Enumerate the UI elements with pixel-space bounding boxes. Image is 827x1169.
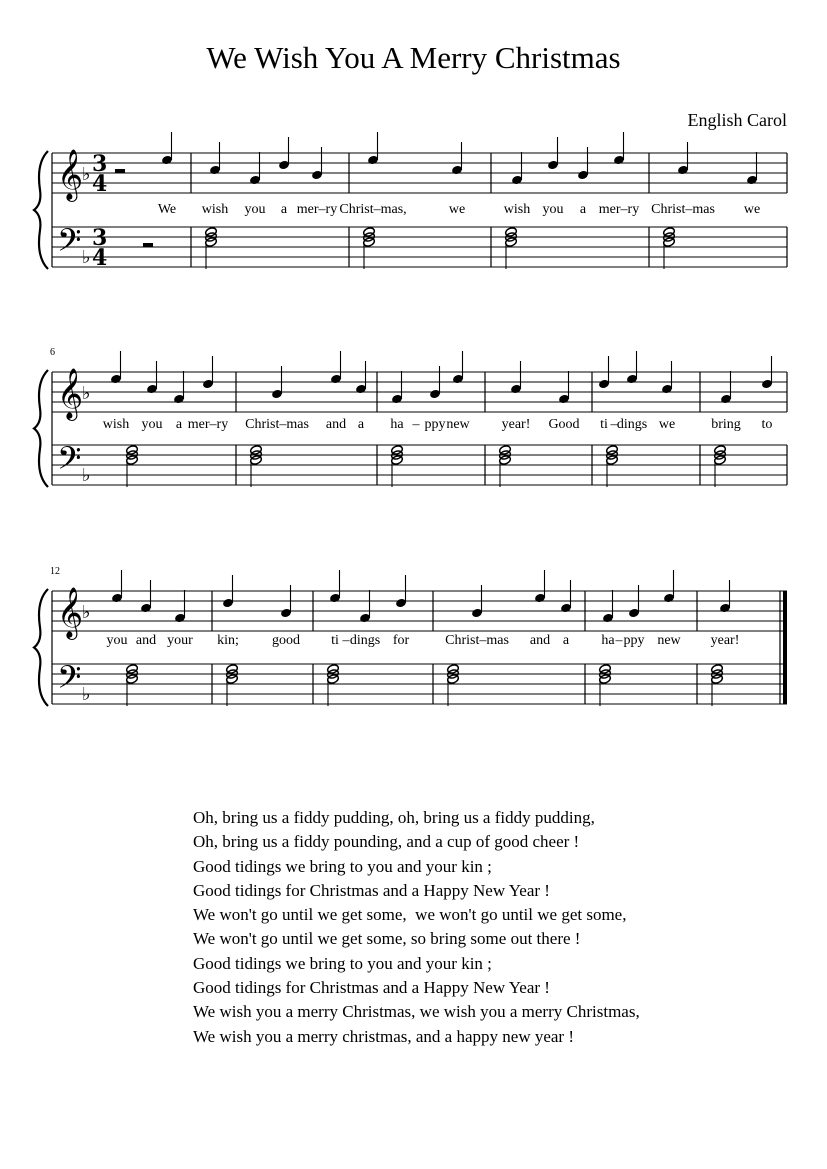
lyric-syllable: good <box>272 633 300 648</box>
verse-line: We wish you a merry Christmas, we wish you a merry Christmas, <box>193 1002 640 1022</box>
lyric-syllable: you <box>542 202 564 217</box>
lyric-syllable: wish <box>102 417 130 432</box>
verse-line: Good tidings for Christmas and a Happy New Year ! <box>193 978 550 998</box>
bass-clef: 𝄢 <box>57 222 82 266</box>
verse-line: Oh, bring us a fiddy pudding, oh, bring us a fiddy pudding, <box>193 808 595 827</box>
lyric-syllable: a <box>579 202 587 217</box>
lyric-syllable: – <box>342 633 350 648</box>
verse-line: We won't go until we get some, so bring some out there ! <box>193 929 581 949</box>
lyric-syllable: – <box>615 633 623 648</box>
lyric-syllable: Christ–mas <box>651 202 715 217</box>
lyric-syllable: and <box>325 417 347 432</box>
time-signature: 4 <box>92 245 108 271</box>
lyric-syllable: a <box>357 417 365 432</box>
lyric-syllable: a <box>562 633 570 648</box>
lyric-syllable: ti <box>331 633 339 648</box>
lyric-syllable: wish <box>503 202 531 217</box>
lyric-syllable: dings <box>349 633 381 648</box>
lyric-syllable: bring <box>711 417 741 432</box>
key-flat: ♭ <box>82 164 91 185</box>
lyric-syllable: mer–ry <box>296 202 338 217</box>
verse-line: Good tidings for Christmas and a Happy New Year ! <box>193 880 550 900</box>
lyric-syllable: wish <box>201 202 229 217</box>
lyric-syllable: to <box>761 417 773 432</box>
lyric-syllable: and <box>135 633 157 648</box>
rest <box>143 243 153 247</box>
verse-line: Good tidings we bring to you and your kin ; <box>193 856 492 876</box>
lyric-syllable: new <box>446 417 470 432</box>
verse-line: Oh, bring us a fiddy pounding, and a cup of good cheer ! <box>193 832 580 852</box>
lyric-syllable: you <box>244 202 266 217</box>
lyric-syllable: Good <box>548 417 580 432</box>
lyric-syllable: ha <box>601 633 615 648</box>
lyric-syllable: ppy <box>424 417 446 432</box>
measure-number: 12 <box>50 566 60 577</box>
lyric-syllable: new <box>657 633 681 648</box>
lyric-syllable: for <box>392 633 410 648</box>
composer: English Carol <box>687 110 787 130</box>
lyric-syllable: we <box>448 202 466 217</box>
lyric-syllable: ha <box>390 417 404 432</box>
lyric-syllable: year! <box>710 633 740 648</box>
bass-clef: 𝄢 <box>57 659 82 703</box>
clefs <box>57 149 107 705</box>
rest <box>115 169 125 173</box>
brace <box>34 370 48 487</box>
lyric-syllable: and <box>529 633 551 648</box>
lyric-syllable: – <box>412 417 420 432</box>
lyric-syllable: we <box>658 417 676 432</box>
lyric-syllable: dings <box>616 417 648 432</box>
lyric-syllable: We <box>157 202 177 217</box>
key-flat: ♭ <box>82 684 91 705</box>
verse-lyrics <box>193 806 640 1049</box>
system-braces <box>34 151 48 706</box>
time-signature: 3 <box>92 151 108 177</box>
time-signature: 4 <box>92 171 108 197</box>
time-signature: 3 <box>92 225 108 251</box>
lyric-syllable: you <box>106 633 128 648</box>
lyric-syllable: mer–ry <box>187 417 229 432</box>
lyric-syllable: mer–ry <box>598 202 640 217</box>
lyric-syllable: a <box>175 417 183 432</box>
lyric-syllable: year! <box>501 417 531 432</box>
key-flat: ♭ <box>82 465 91 486</box>
lyric-syllable: ppy <box>623 633 645 648</box>
treble-clef: 𝄞 <box>57 149 84 200</box>
score-title: We Wish You A Merry Christmas <box>206 40 621 75</box>
brace <box>34 589 48 706</box>
verse-line: We won't go until we get some, we won't go until we get some, <box>193 905 627 925</box>
lyric-syllable: – <box>610 417 618 432</box>
lyric-syllable: Christ–mas <box>245 417 309 432</box>
lyric-syllable: a <box>280 202 288 217</box>
lyric-syllable: Christ–mas, <box>339 202 407 217</box>
treble-clef: 𝄞 <box>57 368 84 419</box>
lyric-syllable: ti <box>600 417 608 432</box>
verse-line: Good tidings we bring to you and your kin ; <box>193 953 492 973</box>
lyrics <box>103 202 773 648</box>
lyric-syllable: we <box>743 202 761 217</box>
key-flat: ♭ <box>82 602 91 623</box>
final-thick-barline <box>783 591 787 704</box>
verse-line: We wish you a merry christmas, and a happy new year ! <box>193 1026 575 1046</box>
measure-number: 6 <box>50 347 55 358</box>
lyric-syllable: Christ–mas <box>445 633 509 648</box>
lyric-syllable: kin; <box>217 633 239 648</box>
lyric-syllable: you <box>141 417 163 432</box>
brace <box>34 151 48 269</box>
lyric-syllable: your <box>167 633 193 648</box>
key-flat: ♭ <box>82 383 91 404</box>
treble-clef: 𝄞 <box>57 587 84 638</box>
bass-clef: 𝄢 <box>57 440 82 484</box>
key-flat: ♭ <box>82 247 91 268</box>
